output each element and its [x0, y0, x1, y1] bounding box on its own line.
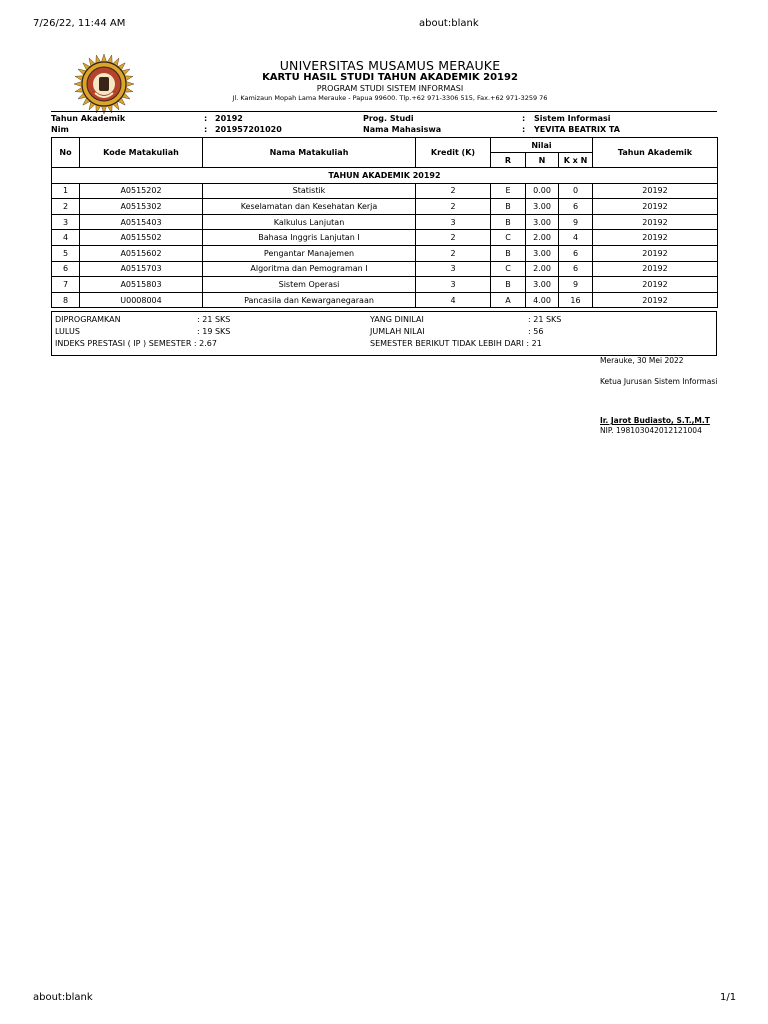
- print-page-title: about:blank: [419, 18, 479, 29]
- cell-no: 4: [52, 230, 80, 246]
- cell-r: B: [491, 245, 526, 261]
- cell-name: Sistem Operasi: [203, 277, 416, 293]
- cell-r: E: [491, 183, 526, 199]
- cell-credit: 2: [416, 245, 491, 261]
- table-row: [52, 292, 718, 308]
- cell-n: 4.00: [526, 292, 559, 308]
- cell-name: Bahasa Inggris Lanjutan I: [203, 230, 416, 246]
- header-n: N: [526, 153, 559, 168]
- programmed-value: : 21 SKS: [197, 315, 231, 324]
- header-year: Tahun Akademik: [593, 138, 718, 168]
- total-value: : 56: [528, 327, 544, 336]
- cell-no: 7: [52, 277, 80, 293]
- nim-sep: :: [204, 125, 208, 134]
- cell-no: 8: [52, 292, 80, 308]
- cell-kxn: 4: [559, 230, 593, 246]
- cell-year: 20192: [593, 261, 718, 277]
- signature-name: Ir. Jarot Budiasto, S.T.,M.T: [600, 416, 710, 425]
- cell-n: 2.00: [526, 230, 559, 246]
- card-title: KARTU HASIL STUDI TAHUN AKADEMIK 20192: [262, 72, 518, 83]
- university-seal-icon: [73, 53, 135, 115]
- cell-code: A0515502: [80, 230, 203, 246]
- cell-credit: 3: [416, 261, 491, 277]
- signature-place-date: Merauke, 30 Mei 2022: [600, 356, 684, 365]
- section-title: TAHUN AKADEMIK 20192: [52, 168, 718, 184]
- print-date: 7/26/22, 11:44 AM: [33, 18, 126, 29]
- cell-r: B: [491, 277, 526, 293]
- ip-semester: INDEKS PRESTASI ( IP ) SEMESTER : 2.67: [55, 339, 217, 348]
- cell-year: 20192: [593, 199, 718, 215]
- table-row: [52, 183, 718, 199]
- cell-name: Pengantar Manajemen: [203, 245, 416, 261]
- grade-table: [51, 137, 718, 308]
- cell-credit: 4: [416, 292, 491, 308]
- cell-code: A0515202: [80, 183, 203, 199]
- university-name: UNIVERSITAS MUSAMUS MERAUKE: [279, 58, 501, 73]
- prodi-label: Prog. Studi: [363, 114, 414, 123]
- cell-credit: 2: [416, 199, 491, 215]
- header-credit: Kredit (K): [416, 138, 491, 168]
- cell-kxn: 9: [559, 214, 593, 230]
- table-row: [52, 230, 718, 246]
- summary-box: [51, 311, 717, 356]
- cell-kxn: 6: [559, 245, 593, 261]
- year-label: Tahun Akademik: [51, 114, 126, 123]
- cell-no: 3: [52, 214, 80, 230]
- cell-code: A0515403: [80, 214, 203, 230]
- cell-r: A: [491, 292, 526, 308]
- cell-name: Keselamatan dan Kesehatan Kerja: [203, 199, 416, 215]
- student-name-sep: :: [522, 125, 526, 134]
- cell-no: 6: [52, 261, 80, 277]
- programmed-label: DIPROGRAMKAN: [55, 315, 121, 324]
- cell-no: 2: [52, 199, 80, 215]
- header-course-name: Nama Matakuliah: [203, 138, 416, 168]
- cell-name: Kalkulus Lanjutan: [203, 214, 416, 230]
- cell-kxn: 6: [559, 261, 593, 277]
- passed-value: : 19 SKS: [197, 327, 231, 336]
- header-code: Kode Matakuliah: [80, 138, 203, 168]
- table-row: [52, 261, 718, 277]
- prodi-sep: :: [522, 114, 526, 123]
- cell-no: 1: [52, 183, 80, 199]
- cell-credit: 3: [416, 214, 491, 230]
- student-name-value: YEVITA BEATRIX TA: [534, 125, 620, 134]
- cell-no: 5: [52, 245, 80, 261]
- total-label: JUMLAH NILAI: [370, 327, 425, 336]
- cell-n: 3.00: [526, 277, 559, 293]
- graded-label: YANG DINILAI: [370, 315, 424, 324]
- address-line: Jl. Kamizaun Mopah Lama Merauke - Papua 99600. Tlp.+62 971-3306 515, Fax.+62 971-3259 76: [232, 94, 548, 102]
- cell-name: Pancasila dan Kewarganegaraan: [203, 292, 416, 308]
- header-no: No: [52, 138, 80, 168]
- cell-n: 3.00: [526, 214, 559, 230]
- cell-year: 20192: [593, 292, 718, 308]
- cell-code: A0515803: [80, 277, 203, 293]
- cell-kxn: 16: [559, 292, 593, 308]
- cell-code: U0008004: [80, 292, 203, 308]
- cell-name: Statistik: [203, 183, 416, 199]
- header-kxn: K x N: [559, 153, 593, 168]
- cell-year: 20192: [593, 183, 718, 199]
- passed-label: LULUS: [55, 327, 80, 336]
- header-nilai: Nilai: [491, 138, 593, 153]
- cell-credit: 2: [416, 183, 491, 199]
- cell-code: A0515602: [80, 245, 203, 261]
- cell-credit: 3: [416, 277, 491, 293]
- cell-name: Algoritma dan Pemograman I: [203, 261, 416, 277]
- nim-label: Nim: [51, 125, 69, 134]
- table-row: [52, 199, 718, 215]
- cell-code: A0515302: [80, 199, 203, 215]
- graded-value: : 21 SKS: [528, 315, 562, 324]
- cell-r: C: [491, 230, 526, 246]
- cell-n: 3.00: [526, 245, 559, 261]
- cell-n: 0.00: [526, 183, 559, 199]
- header-r: R: [491, 153, 526, 168]
- print-footer-url: about:blank: [33, 992, 93, 1003]
- prodi-value: Sistem Informasi: [534, 114, 611, 123]
- year-value: 20192: [215, 114, 243, 123]
- cell-r: C: [491, 261, 526, 277]
- student-name-label: Nama Mahasiswa: [363, 125, 442, 134]
- cell-year: 20192: [593, 277, 718, 293]
- cell-n: 2.00: [526, 261, 559, 277]
- year-sep: :: [204, 114, 208, 123]
- cell-credit: 2: [416, 230, 491, 246]
- cell-r: B: [491, 214, 526, 230]
- print-page-count: 1/1: [720, 992, 737, 1003]
- cell-kxn: 9: [559, 277, 593, 293]
- cell-year: 20192: [593, 214, 718, 230]
- program-name: PROGRAM STUDI SISTEM INFORMASI: [316, 84, 464, 93]
- cell-n: 3.00: [526, 199, 559, 215]
- table-row: [52, 245, 718, 261]
- cell-year: 20192: [593, 245, 718, 261]
- signature-position: Ketua Jurusan Sistem Informasi: [600, 377, 718, 386]
- cell-year: 20192: [593, 230, 718, 246]
- next-semester-limit: SEMESTER BERIKUT TIDAK LEBIH DARI : 21: [370, 339, 542, 348]
- signature-nip: NIP. 198103042012121004: [600, 426, 702, 435]
- cell-kxn: 0: [559, 183, 593, 199]
- cell-code: A0515703: [80, 261, 203, 277]
- table-row: [52, 277, 718, 293]
- cell-kxn: 6: [559, 199, 593, 215]
- cell-r: B: [491, 199, 526, 215]
- header-rule: [51, 111, 717, 112]
- nim-value: 201957201020: [215, 125, 282, 134]
- table-row: [52, 214, 718, 230]
